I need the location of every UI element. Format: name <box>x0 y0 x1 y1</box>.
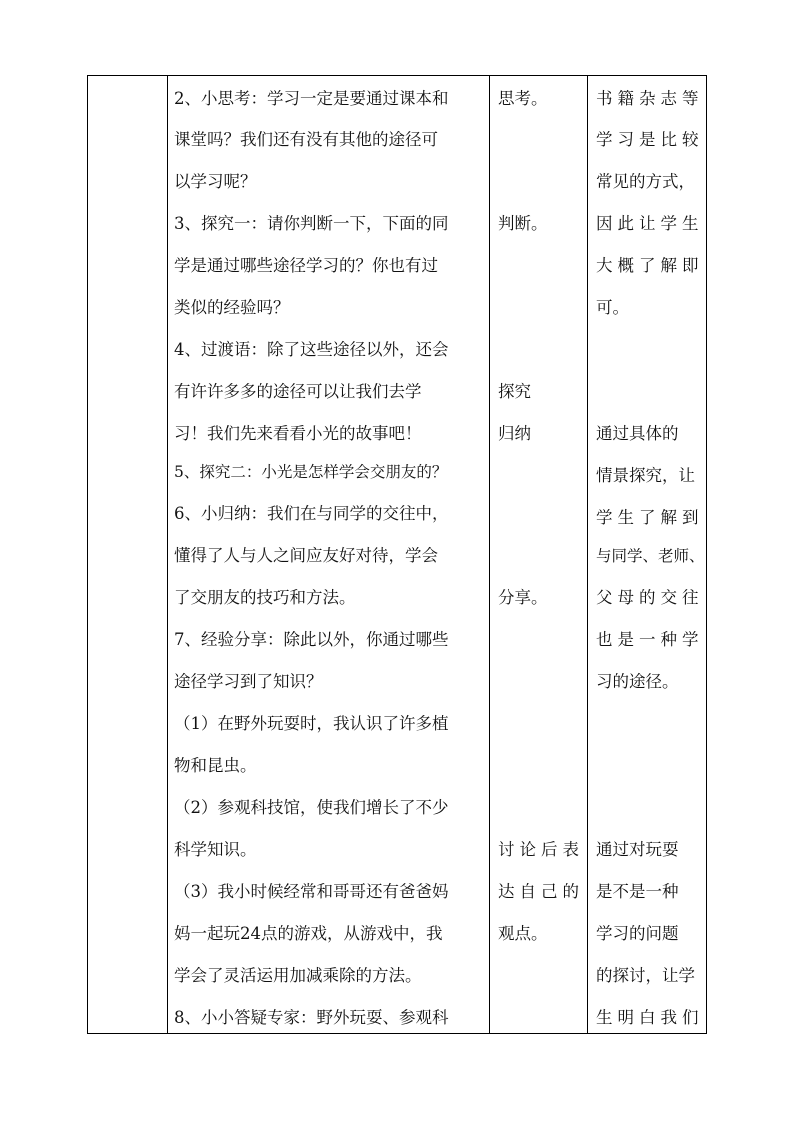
intent-line: 的探讨，让学 <box>596 966 695 985</box>
intent-line: 通过对玩耍 <box>596 840 679 859</box>
lesson-plan-table <box>87 75 707 1034</box>
intent-line: 生明白我们 <box>596 1008 704 1027</box>
student-line: 思考。 <box>498 89 548 108</box>
student-line: 判断。 <box>498 214 548 233</box>
column-divider <box>489 76 490 1033</box>
activity-line: 4、过渡语：除了这些途径以外，还会 <box>174 340 449 359</box>
student-line: 讨论后表 <box>498 840 584 859</box>
activity-line: 5、探究二：小光是怎样学会交朋友的？ <box>174 463 448 481</box>
activity-line: 懂得了人与人之间应友好对待，学会 <box>174 546 438 565</box>
student-line: 观点。 <box>498 924 548 943</box>
intent-line: 学习的问题 <box>596 924 679 943</box>
activity-line: （1）在野外玩耍时，我认识了许多植 <box>174 714 449 733</box>
activity-line: 6、小归纳：我们在与同学的交往中， <box>174 504 449 523</box>
intent-line: 父母的交往 <box>596 588 704 607</box>
intent-line: 与同学、老师、 <box>596 547 705 565</box>
activity-line: 课堂吗？我们还有没有其他的途径可 <box>174 130 438 149</box>
activity-line: 习！我们先来看看小光的故事吧！ <box>174 424 422 443</box>
activity-line: 途径学习到了知识？ <box>174 672 323 691</box>
activity-line: 妈一起玩24点的游戏，从游戏中，我 <box>174 924 443 943</box>
intent-line: 学生了解到 <box>596 508 704 527</box>
activity-line: 了交朋友的技巧和方法。 <box>174 588 356 607</box>
intent-line: 可。 <box>596 298 629 317</box>
activity-line: 7、经验分享：除此以外，你通过哪些 <box>174 630 449 649</box>
student-line: 达自己的 <box>498 882 584 901</box>
activity-line: 有许许多多的途径可以让我们去学 <box>174 382 422 401</box>
student-line: 归纳 <box>498 424 531 443</box>
intent-line: 也是一种学 <box>596 630 704 649</box>
activity-line: 学会了灵活运用加减乘除的方法。 <box>174 966 422 985</box>
intent-line: 书籍杂志等 <box>596 89 704 108</box>
column-divider <box>587 76 588 1033</box>
intent-line: 习的途径。 <box>596 672 679 691</box>
intent-line: 因此让学生 <box>596 214 704 233</box>
student-line: 探究 <box>498 382 531 401</box>
activity-line: （2）参观科技馆，使我们增长了不少 <box>174 798 449 817</box>
intent-line: 通过具体的 <box>596 424 679 443</box>
intent-line: 常见的方式， <box>596 172 695 191</box>
intent-line: 学习是比较 <box>596 130 704 149</box>
activity-line: 学是通过哪些途径学习的？你也有过 <box>174 256 438 275</box>
activity-line: 以学习呢？ <box>174 172 257 191</box>
intent-line: 情景探究，让 <box>596 466 695 485</box>
student-line: 分享。 <box>498 588 548 607</box>
activity-line: （3）我小时候经常和哥哥还有爸爸妈 <box>174 882 449 901</box>
activity-line: 3、探究一：请你判断一下，下面的同 <box>174 214 449 233</box>
activity-line: 2、小思考：学习一定是要通过课本和 <box>174 89 449 108</box>
activity-line: 类似的经验吗？ <box>174 298 290 317</box>
column-divider <box>167 76 168 1033</box>
activity-line: 8、小小答疑专家：野外玩耍、参观科 <box>174 1008 449 1027</box>
activity-line: 科学知识。 <box>174 840 257 859</box>
activity-line: 物和昆虫。 <box>174 756 257 775</box>
intent-line: 是不是一种 <box>596 882 679 901</box>
intent-line: 大概了解即 <box>596 256 704 275</box>
